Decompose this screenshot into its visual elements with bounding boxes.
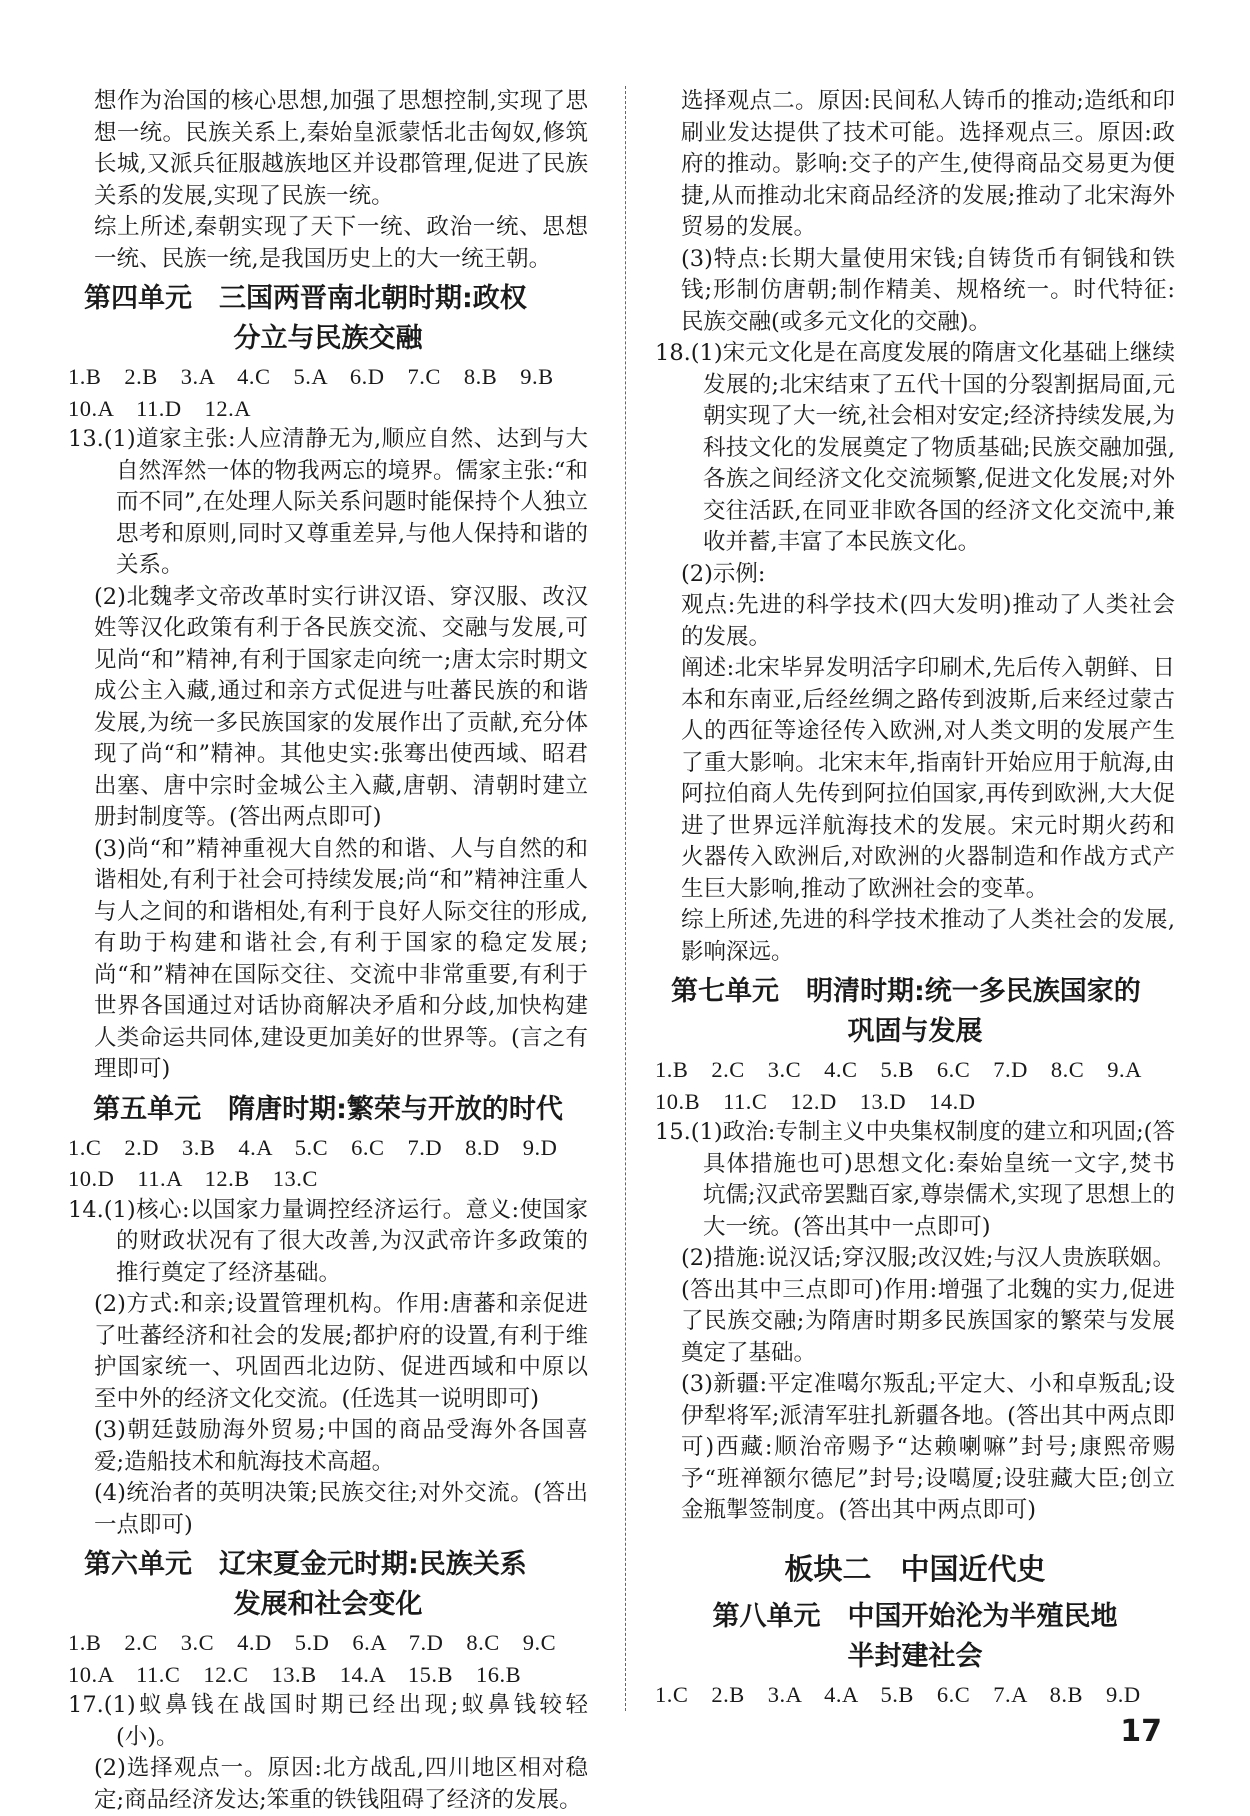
block-2-title: 板块二 中国近代史	[784, 1551, 1046, 1586]
column-divider	[625, 86, 626, 1711]
answer-key-row: 10.A 11.D 12.A	[68, 395, 252, 421]
question-14-answer: 14.(1)核心:以国家力量调控经济运行。意义:使国家的财政状况有了很大改善,为汉武帝许多政策的推行奠定了经济基础。	[68, 1196, 588, 1286]
unit-5-title: 第五单元 隋唐时期:繁荣与开放的时代	[93, 1093, 563, 1125]
question-14-answer: (3)朝廷鼓励海外贸易;中国的商品受海外各国喜爱;造船技术和航海技术高超。	[94, 1417, 588, 1475]
page-number: 17	[1120, 1714, 1162, 1749]
unit-4-title: 第四单元 三国两晋南北朝时期:政权 分立与民族交融	[84, 283, 527, 354]
answer-key-row: 1.B 2.B 3.A 4.C 5.A 6.D 7.C 8.B 9.B	[68, 364, 554, 389]
question-17-answer: 17.(1)蚁鼻钱在战国时期已经出现;蚁鼻钱较轻(小)。	[68, 1692, 588, 1750]
question-18-answer: 阐述:北宋毕昇发明活字印刷术,先后传入朝鲜、日本和东南亚,后经丝绸之路传到波斯,后来经过蒙古人的西征等途径传入欧洲,对人类文明的发展产生了重大影响。北宋末年,指南针开始应用于航海,由阿拉伯商人先传到阿拉伯国家,再传到欧洲,大大促进了世界远洋航海技术的发展。宋元时期火药和火器传入欧洲后,对欧洲的火器制造和作战方式产生巨大影响,推动了欧洲社会的变革。	[681, 655, 1175, 902]
question-14-answer: (2)方式:和亲;设置管理机构。作用:唐蕃和亲促进了吐蕃经济和社会的发展;都护府的设置,有利于维护国家统一、巩固西北边防、促进西域和中原以至中外的经济文化交流。(任选其一说明即可)	[94, 1291, 588, 1412]
answer-key-row: 1.C 2.B 3.A 4.A 5.B 6.C 7.A 8.B 9.D	[655, 1681, 1141, 1707]
question-18-answer: 观点:先进的科学技术(四大发明)推动了人类社会的发展。	[681, 592, 1175, 650]
question-13-answer: (3)尚“和”精神重视大自然的和谐、人与自然的和谐相处,有利于社会可持续发展;尚“和”精神注重人与人之间的和谐相处,有利于良好人际交往的形成,有助于构建和谐社会,有利于国家的稳定发展;尚“和”精神在国际交往、交流中非常重要,有利于世界各国通过对话协商解决矛盾和分歧,加快构建人类命运共同体,建设更加美好的世界等。(言之有理即可)	[94, 835, 588, 1082]
question-17-answer: (2)选择观点一。原因:北方战乱,四川地区相对稳定;商品经济发达;笨重的铁钱阻碍了经济的发展。	[94, 1755, 588, 1813]
answer-key-row: 1.C 2.D 3.B 4.A 5.C 6.C 7.D 8.D 9.D	[68, 1134, 558, 1160]
paragraph: 想作为治国的核心思想,加强了思想控制,实现了思想一统。民族关系上,秦始皇派蒙恬北击匈奴,修筑长城,又派兵征服越族地区并设郡管理,促进了民族关系的发展,实现了民族一统。	[94, 88, 588, 209]
right-column	[655, 86, 1175, 1710]
question-15-answer: (3)新疆:平定准噶尔叛乱;平定大、小和卓叛乱;设伊犁将军;派清军驻扎新疆各地。(答出其中两点即可)西藏:顺治帝赐予“达赖喇嘛”封号;康熙帝赐予“班禅额尔德尼”封号;设噶厦;设驻藏大臣;创立金瓶掣签制度。(答出其中两点即可)	[681, 1371, 1175, 1523]
answer-key-row: 10.D 11.A 12.B 13.C	[68, 1166, 318, 1191]
question-15-answer: (2)措施:说汉话;穿汉服;改汉姓;与汉人贵族联姻。(答出其中三点即可)作用:增强了北魏的实力,促进了民族交融;为隋唐时期多民族国家的繁荣与发展奠定了基础。	[681, 1245, 1175, 1366]
question-17-answer: (3)特点:长期大量使用宋钱;自铸货币有铜钱和铁钱;形制仿唐朝;制作精美、规格统一。时代特征:民族交融(或多元文化的交融)。	[681, 245, 1175, 335]
question-18-answer: (2)示例:	[681, 560, 766, 587]
unit-6-title: 第六单元 辽宋夏金元时期:民族关系 发展和社会变化	[84, 1549, 527, 1620]
answer-key-row: 10.A 11.C 12.C 13.B 14.A 15.B 16.B	[68, 1661, 522, 1687]
answer-key-row: 1.B 2.C 3.C 4.D 5.D 6.A 7.D 8.C 9.C	[68, 1630, 557, 1655]
answer-key-row: 1.B 2.C 3.C 4.C 5.B 6.C 7.D 8.C 9.A	[655, 1057, 1142, 1082]
question-18-answer: 综上所述,先进的科学技术推动了人类社会的发展,影响深远。	[681, 907, 1175, 965]
question-13-answer: (2)北魏孝文帝改革时实行讲汉语、穿汉服、改汉姓等汉化政策有利于各民族交流、交融与发展,可见尚“和”精神,有利于国家走向统一;唐太宗时期文成公主入藏,通过和亲方式促进与吐蕃民族的和谐发展,为统一多民族国家的发展作出了贡献,充分体现了尚“和”精神。其他史实:张骞出使西域、昭君出塞、唐中宗时金城公主入藏,唐朝、清朝时建立册封制度等。(答出两点即可)	[94, 583, 588, 830]
answer-key-row: 10.B 11.C 12.D 13.D 14.D	[655, 1088, 976, 1114]
question-14-answer: (4)统治者的英明决策;民族交往;对外交流。(答出一点即可)	[94, 1480, 588, 1538]
paragraph: 综上所述,秦朝实现了天下一统、政治一统、思想一统、民族一统,是我国历史上的大一统王朝。	[94, 214, 588, 272]
question-17-answer: 选择观点二。原因:民间私人铸币的推动;造纸和印刷业发达提供了技术可能。选择观点三。原因:政府的推动。影响:交子的产生,使得商品交易更为便捷,从而推动北宋商品经济的发展;推动了北宋海外贸易的发展。	[681, 88, 1175, 240]
question-18-answer: 18.(1)宋元文化是在高度发展的隋唐文化基础上继续发展的;北宋结束了五代十国的分裂割据局面,元朝实现了大一统,社会相对安定;经济持续发展,为科技文化的发展奠定了物质基础;民族交融加强,各族之间经济文化交流频繁,促进文化发展;对外交往活跃,在同亚非欧各国的经济文化交流中,兼收并蓄,丰富了本民族文化。	[655, 340, 1175, 555]
question-13-answer: 13.(1)道家主张:人应清静无为,顺应自然、达到与大自然浑然一体的物我两忘的境界。儒家主张:“和而不同”,在处理人际关系问题时能保持个人独立思考和原则,同时又尊重差异,与他人保持和谐的关系。	[68, 426, 588, 578]
left-column	[68, 86, 588, 1816]
question-15-answer: 15.(1)政治:专制主义中央集权制度的建立和巩固;(答具体措施也可)思想文化:秦始皇统一文字,焚书坑儒;汉武帝罢黜百家,尊崇儒术,实现了思想上的大一统。(答出其中一点即可)	[655, 1119, 1175, 1240]
unit-7-title: 第七单元 明清时期:统一多民族国家的 巩固与发展	[671, 976, 1141, 1047]
unit-8-title: 第八单元 中国开始沦为半殖民地 半封建社会	[712, 1600, 1118, 1672]
